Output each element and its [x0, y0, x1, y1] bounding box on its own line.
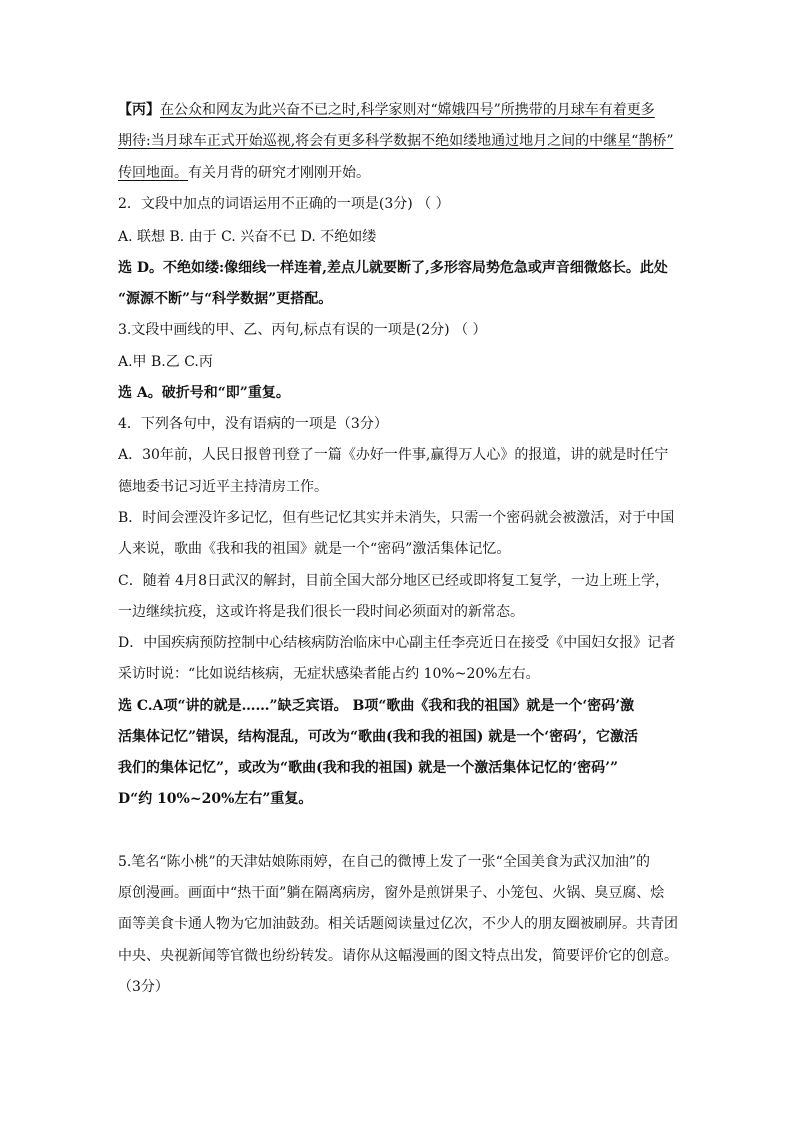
q5-line-2: 原创漫画。画面中“热干面”躺在隔离病房，窗外是煎饼果子、小笼包、火锅、臭豆腐、烩: [118, 885, 665, 901]
q2-options: A. 联想 B. 由于 C. 兴奋不已 D. 不绝如缕: [118, 229, 377, 245]
q4-option-d-line-1: D．中国疾病预防控制中心结核病防治临床中心副主任李亮近日在接受《中国妇女报》记者: [118, 635, 676, 651]
q4-answer-line-2: 活集体记忆”错误，结构混乱，可改为“歌曲(我和我的祖国) 就是一个‘密码’，它激活: [118, 729, 638, 745]
passage-line-3: [118, 163, 370, 183]
passage-rest: 有关月背的研究才刚刚开始。: [188, 165, 370, 181]
q5-line-5: （3分）: [118, 979, 169, 995]
passage-line-1: [118, 100, 655, 120]
q4-option-c-line-1: C．随着 4月8日武汉的解封，目前全国大部分地区已经或即将复工复学，一边上班上学，: [118, 573, 669, 589]
q2-stem: 2．文段中加点的词语运用不正确的一项是(3分) （ ）: [118, 196, 450, 212]
q4-option-a-line-1: A．30年前，人民日报曾刊登了一篇《办好一件事,赢得万人心》的报道，讲的就是时任宁: [118, 447, 669, 463]
q4-option-d-line-2: 采访时说：“比如说结核病，无症状感染者能占约 10%~20%左右。: [118, 666, 540, 682]
q5-line-4: 中央、央视新闻等官微也纷纷转发。请你从这幅漫画的图文特点出发，简要评价它的创意。: [118, 948, 678, 964]
passage-line-2: 期待:当月球车正式开始巡视,将会有更多科学数据不绝如缕地通过地月之间的中继星“鹊桥”: [118, 133, 674, 149]
passage-text-1: 在公众和网友为此兴奋不已之时,科学家则对“嫦娥四号”所携带的月球车有着更多: [160, 102, 655, 118]
q4-stem: 4．下列各句中，没有语病的一项是（3分）: [118, 416, 388, 432]
q3-answer: 选 A。破折号和“即”重复。: [118, 385, 290, 401]
q4-answer-line-1: 选 C.A项“讲的就是……”缺乏宾语。 B项“歌曲《我和我的祖国》就是一个‘密码’激: [118, 698, 635, 714]
q2-answer-line-1: 选 D。不绝如缕:像细线一样连着,差点儿就要断了,多形容局势危急或声音细微悠长。此处: [118, 260, 668, 276]
q4-option-c-line-2: 一边继续抗疫，这或许将是我们很长一段时间必须面对的新常态。: [118, 604, 524, 620]
passage-underlined-end: 传回地面。: [118, 165, 188, 181]
passage-marker: 【丙】: [118, 102, 160, 118]
q2-answer-line-2: “源源不断”与“科学数据”更搭配。: [118, 291, 333, 307]
q3-stem: 3.文段中画线的甲、乙、丙句,标点有误的一项是(2分) （ ）: [118, 322, 487, 338]
q4-option-a-line-2: 德地委书记习近平主持清房工作。: [118, 479, 328, 495]
q5-line-3: 面等美食卡通人物为它加油鼓劲。相关话题阅读量过亿次，不少人的朋友圈被刷屏。共青团: [118, 916, 678, 932]
q5-line-1: 5.笔名“陈小桃”的天津姑娘陈雨婷，在自己的微博上发了一张“全国美食为武汉加油”的: [118, 854, 650, 870]
q4-answer-line-3: 我们的集体记忆”，或改为“歌曲(我和我的祖国) 就是一个激活集体记忆的‘密码’”: [118, 760, 619, 776]
q4-option-b-line-1: B．时间会湮没许多记忆，但有些记忆其实并未消失，只需一个密码就会被激活，对于中国: [118, 510, 675, 526]
q4-answer-line-4: D“约 10%~20%左右”重复。: [118, 791, 313, 807]
q3-options: A.甲 B.乙 C.丙: [118, 354, 213, 370]
q4-option-b-line-2: 人来说，歌曲《我和我的祖国》就是一个“密码”激活集体记忆。: [118, 541, 511, 557]
